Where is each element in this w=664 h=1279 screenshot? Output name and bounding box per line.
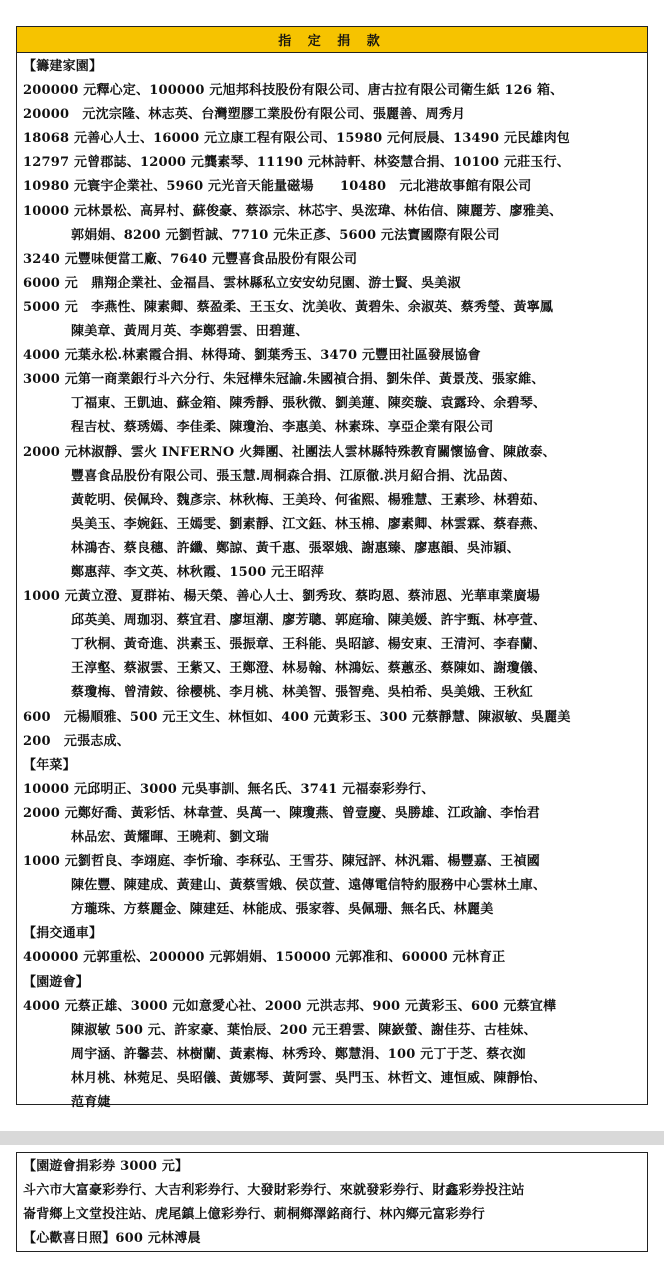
donation-line: 10000 元邱明正、3000 元吳事訓、無名氏、3741 元福泰彩券行、 bbox=[23, 781, 435, 797]
section-heading: 【園遊會】 bbox=[23, 974, 90, 990]
donation-line: 18068 元善心人士、16000 元立康工程有限公司、15980 元何辰晨、13490 元民雄肉包 bbox=[23, 131, 571, 147]
donation-line: 10980 元寰宇企業社、5960 元光音天能量磁場 10480 元北港故事館有限公司 bbox=[23, 179, 532, 195]
donation-line: 1000 元劉哲良、李翊庭、李忻瑜、李秝弘、王雪芬、陳冠評、林汎霜、楊豐嘉、王禎國 bbox=[23, 854, 540, 870]
donation-line: 丁福東、王凱迪、蘇金箱、陳秀靜、張秋微、劉美蓮、陳奕璇、袁露玲、余碧琴、 bbox=[71, 396, 547, 412]
donation-line: 200 元張志成、 bbox=[23, 733, 130, 749]
donation-line: 400000 元郭重松、200000 元郭娟娟、150000 元郭准和、60000 元林育正 bbox=[23, 950, 506, 966]
donation-line: 郭娟娟、8200 元劉哲誠、7710 元朱正彥、5600 元法寶國際有限公司 bbox=[71, 227, 500, 243]
donation-line: 陳淑敏 500 元、許家豪、葉怡辰、200 元王碧雲、陳嶔螢、謝佳芬、古桂妹、 bbox=[71, 1022, 537, 1038]
donation-line: 3240 元豐味便當工廠、7640 元豐喜食品股份有限公司 bbox=[23, 251, 358, 267]
section-heading: 【捐交通車】 bbox=[23, 926, 103, 942]
donation-line: 4000 元蔡正雄、3000 元如意愛心社、2000 元洪志邦、900 元黃彩玉、600 元蔡宜樺 bbox=[23, 998, 557, 1014]
donation-line: 12797 元曾郡誌、12000 元龔素琴、11190 元林詩軒、林姿慧合捐、10100 元莊玉行、 bbox=[23, 155, 571, 171]
donation-line: 2000 元林淑靜、雲火 INFERNO 火舞團、社團法人雲林縣特殊教育關懷協會、陳啟泰、 bbox=[23, 444, 556, 460]
donation-line: 4000 元葉永松.林素霞合捐、林得琦、劉葉秀玉、3470 元豐田社區發展協會 bbox=[23, 348, 481, 364]
donation-line: 豐喜食品股份有限公司、張玉慧.周桐森合捐、江原徹.洪月紹合捐、沈品茵、 bbox=[71, 468, 517, 484]
donation-line: 20000 元沈宗隆、林志英、台灣塑膠工業股份有限公司、張麗善、周秀月 bbox=[23, 107, 466, 123]
donation-list bbox=[17, 53, 647, 1115]
section-heading: 【籌建家園】 bbox=[23, 59, 103, 74]
donation-line: 林月桃、林菀足、吳昭儀、黃娜琴、黃阿雲、吳門玉、林哲文、連恒威、陳靜怡、 bbox=[71, 1070, 547, 1086]
donation-card bbox=[16, 26, 648, 1111]
donation-line: 6000 元 鼎翔企業社、金福昌、雲林縣私立安安幼兒園、游士賢、吳美淑 bbox=[23, 275, 461, 291]
donation-line: 200000 元釋心定、100000 元旭邦科技股份有限公司、唐古拉有限公司衛生紙 126 箱、 bbox=[23, 83, 564, 99]
donation-line: 程吉杖、蔡琇嫣、李佳柔、陳瓊治、李惠美、林素珠、享亞企業有限公司 bbox=[71, 420, 494, 436]
card-title: 指 定 捐 款 bbox=[17, 27, 647, 53]
section-divider bbox=[0, 1131, 664, 1145]
donation-line: 陳佐豐、陳建成、黃建山、黃蔡雪娥、侯苡萱、遠傳電信特約服務中心雲林土庫、 bbox=[71, 878, 547, 894]
section-heading: 【心歡喜日照】600 元林溥晨 bbox=[23, 1231, 201, 1247]
donation-line: 3000 元第一商業銀行斗六分行、朱冠樺朱冠諭.朱國禎合捐、劉朱佯、黃景茂、張家維、 bbox=[23, 372, 545, 388]
donation-line: 陳美章、黃周月英、李鄭碧雲、田碧蓮、 bbox=[71, 324, 309, 340]
donation-line: 10000 元林景松、高昇村、蘇俊豪、蔡添宗、林芯宇、吳浤瑋、林佑信、陳麗芳、廖雅美、 bbox=[23, 203, 563, 219]
donation-line: 邱英美、周珈羽、蔡宜君、廖垣潮、廖芳聰、郭庭瑜、陳美媛、許宇甄、林亭萱、 bbox=[71, 613, 547, 629]
donation-line: 方瓏珠、方蔡麗金、陳建廷、林能成、張家蓉、吳佩珊、無名氏、林麗美 bbox=[71, 902, 494, 918]
donation-line: 2000 元鄭好喬、黃彩恬、林韋萱、吳萬一、陳瓊燕、曾壹慶、吳勝雄、江政諭、李怡君 bbox=[23, 805, 540, 821]
section-heading: 【年菜】 bbox=[23, 757, 76, 773]
section-heading: 【園遊會捐彩券 3000 元】 bbox=[23, 1159, 189, 1174]
donation-line: 崙背鄉上文堂投注站、虎尾鎮上億彩券行、莿桐鄉澤銘商行、林內鄉元富彩券行 bbox=[23, 1207, 486, 1223]
donation-line: 蔡瓊梅、曾清銨、徐櫻桃、李月桃、林美智、張智堯、吳柏希、吳美娥、王秋紅 bbox=[71, 685, 534, 701]
donation-line: 吳美玉、李婉鈺、王嫣雯、劉素靜、江文鈺、林玉棉、廖素卿、林雲霖、蔡春燕、 bbox=[71, 516, 547, 532]
donation-line: 丁秋桐、黃奇進、洪素玉、張振章、王科能、吳昭諺、楊安東、王清河、李春蘭、 bbox=[71, 637, 547, 653]
donation-line: 林鴻杏、蔡良穗、許纖、鄭諒、黃千惠、張翠娥、謝惠臻、廖惠韻、吳沛穎、 bbox=[71, 540, 520, 556]
donation-line: 5000 元 李燕性、陳素卿、蔡盈柔、王玉女、沈美收、黃碧朱、余淑英、蔡秀瑩、黃寧鳳 bbox=[23, 299, 554, 315]
donation-line: 林品宏、黃耀暉、王曉莉、劉文瑞 bbox=[71, 830, 270, 845]
lottery-donation-card bbox=[16, 1152, 648, 1252]
donation-line: 王淳壑、蔡淑雲、王紫又、王鄭澄、林易翰、林鴻妘、蔡蕙丞、蔡陳如、謝瓊儀、 bbox=[71, 661, 547, 677]
donation-line: 黃乾明、侯佩玲、魏彥宗、林秋梅、王美玲、何雀熙、楊雅慧、王素珍、林碧茹、 bbox=[71, 492, 547, 508]
donation-line: 鄭惠萍、李文英、林秋霞、1500 元王昭萍 bbox=[71, 564, 324, 580]
donation-line: 范育婕 bbox=[71, 1095, 111, 1111]
donation-line: 周宇涵、許馨芸、林樹蘭、黃素梅、林秀玲、鄭慧涓、100 元丁于芝、蔡衣洳 bbox=[71, 1046, 526, 1062]
donation-line: 1000 元黃立澄、夏群祐、楊天榮、善心人士、劉秀玫、蔡昀恩、蔡沛恩、光華車業廣場 bbox=[23, 589, 540, 605]
donation-line: 600 元楊順雅、500 元王文生、林恒如、400 元黃彩玉、300 元蔡靜慧、陳淑敏、吳麗美 bbox=[23, 709, 571, 725]
donation-line: 斗六市大富豪彩券行、大吉利彩券行、大發財彩券行、來就發彩券行、財鑫彩券投注站 bbox=[23, 1183, 525, 1199]
